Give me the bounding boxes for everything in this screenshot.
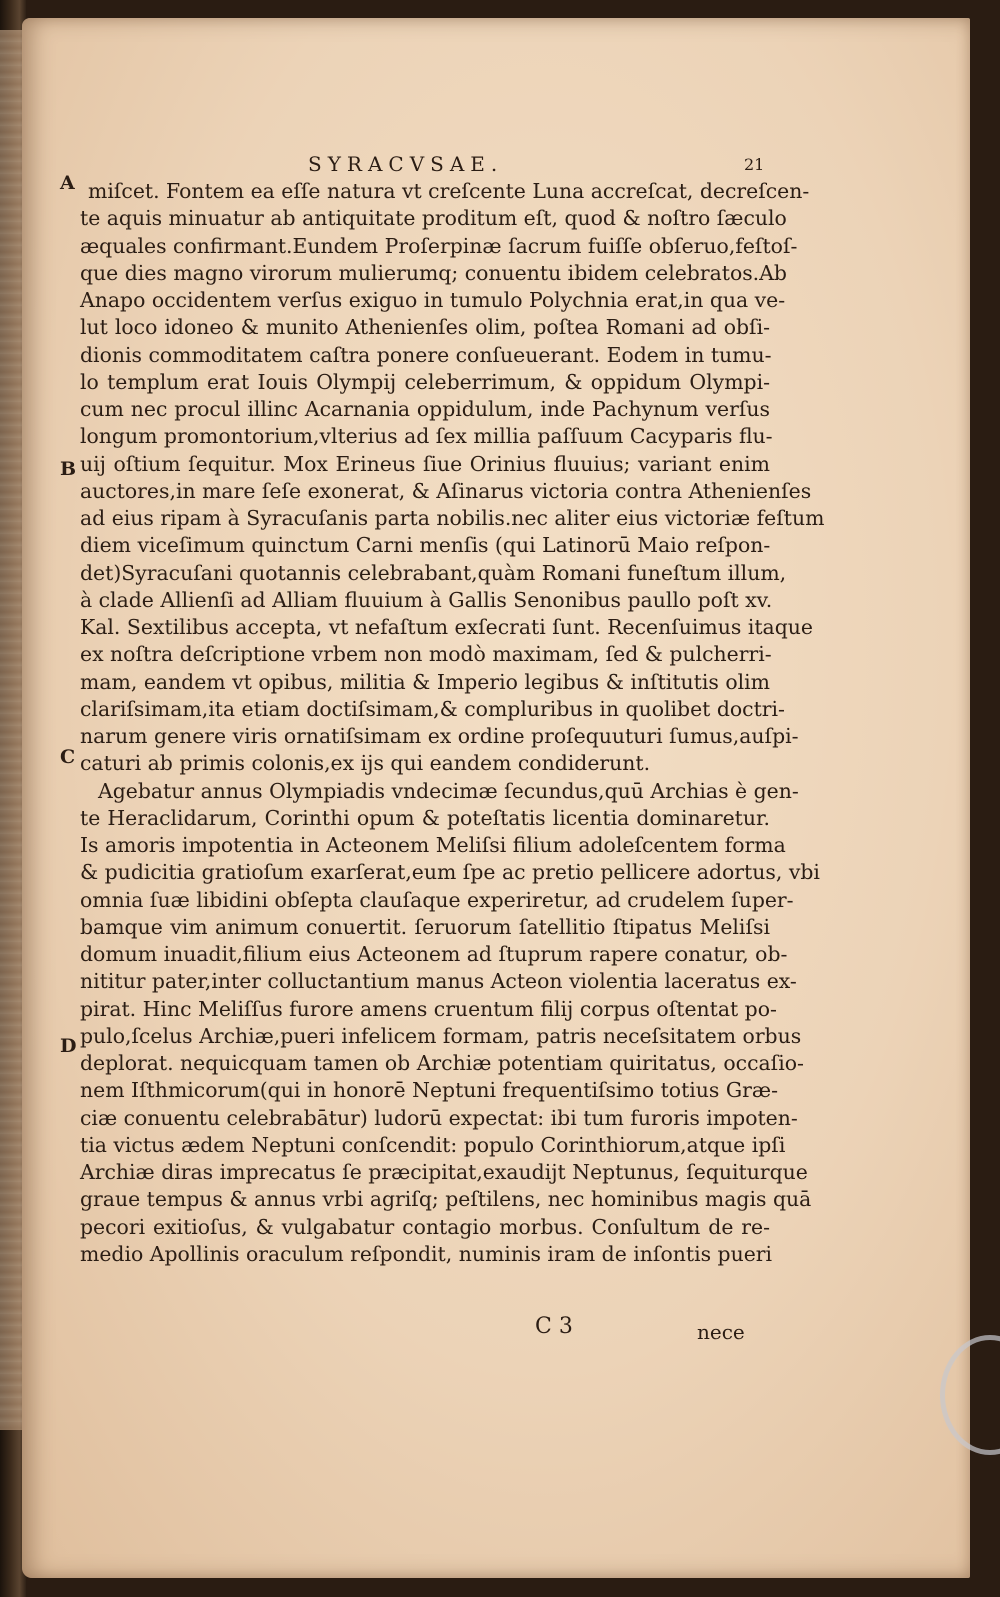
text-line: bamque vim animum conuertit. ſeruorum ſatellitio ſtipatus Meliſsi (80, 914, 770, 939)
text-line: narum genere viris ornatiſsimam ex ordine proſequuturi ſumus,auſpi- (80, 724, 799, 748)
text-line: Archiæ diras imprecatus ſe præcipitat,exaudijt Neptunus, ſequiturque (80, 1160, 808, 1184)
signature-mark: C 3 (535, 1314, 573, 1339)
text-line: graue tempus & annus vrbi agriſq; peſtilens, nec hominibus magis quā (80, 1187, 812, 1212)
text-line: miſcet. Fontem ea eſſe natura vt creſcente Luna accreſcat, decreſcen- (88, 179, 810, 203)
text-line: caturi ab primis colonis,ex ijs qui eandem condiderunt. (80, 751, 651, 776)
text-line: pirat. Hinc Meliſſus furore amens cruentum filij corpus oſtentat po- (80, 996, 777, 1021)
text-line: dionis commoditatem caſtra ponere conſueuerant. Eodem in tumu- (80, 342, 772, 367)
text-line: nem Iſthmicorum(qui in honorē Neptuni frequentiſsimo totius Græ- (80, 1078, 778, 1103)
text-line: domum inuadit,filium eius Acteonem ad ſtuprum rapere conatur, ob- (80, 942, 788, 966)
running-head: SYRACVSAE. (308, 152, 504, 176)
text-line: clariſsimam,ita etiam doctiſsimam,& compluribus in quolibet doctri- (80, 696, 785, 721)
margin-letter-b: B (60, 458, 77, 480)
text-line: mam, eandem vt opibus, militia & Imperio legibus & inſtitutis olim (80, 669, 770, 694)
text-line: te Heraclidarum, Corinthi opum & poteſtatis licentia dominaretur. (80, 805, 770, 830)
text-line: Kal. Sextilibus accepta, vt nefaſtum exſecrati ſunt. Recenſuimus itaque (80, 615, 813, 639)
text-line: pecori exitioſus, & vulgabatur contagio morbus. Conſultum de re- (80, 1214, 770, 1239)
margin-letter-c: C (60, 746, 76, 768)
text-line: ciæ conuentu celebrabātur) ludorū expectat: ibi tum furoris impoten- (80, 1105, 798, 1130)
text-line: æquales confirmant.Eundem Proſerpinæ ſacrum fuiſſe obſeruo,feſtoſ- (80, 233, 798, 258)
catchword: nece (697, 1320, 745, 1344)
text-line: deplorat. nequicquam tamen ob Archiæ potentiam quiritatus, occaſio- (80, 1051, 804, 1075)
text-line: Agebatur annus Olympiadis vndecimæ ſecundus,quū Archias è gen- (98, 778, 799, 803)
text-line: tia victus ædem Neptuni conſcendit: populo Corinthiorum,atque ipſi (80, 1132, 786, 1157)
text-line: te aquis minuatur ab antiquitate proditum eſt, quod & noſtro ſæculo (80, 206, 787, 231)
text-line: lut loco idoneo & munito Athenienſes olim, poſtea Romani ad obſi- (80, 315, 770, 340)
text-line: auctores,in mare ſeſe exonerat, & Aſinarus victoria contra Athenienſes (80, 478, 812, 503)
text-line: Is amoris impotentia in Acteonem Meliſsi filium adoleſcentem forma (80, 833, 786, 857)
text-line: omnia ſuæ libidini obſepta clauſaque experiretur, ad crudelem ſuper- (80, 887, 794, 912)
text-line: que dies magno virorum mulierumq; conuentu ibidem celebratos.Ab (80, 260, 787, 285)
text-line: det)Syracuſani quotannis celebrabant,quàm Romani funeſtum illum, (80, 560, 787, 585)
body-text (80, 178, 825, 1268)
text-line: ad eius ripam à Syracuſanis parta nobilis.nec aliter eius victoriæ feſtum (80, 506, 825, 530)
text-line: ex noſtra deſcriptione vrbem non modò maximam, ſed & pulcherri- (80, 642, 772, 667)
text-line: Anapo occidentem verſus exiguo in tumulo Polychnia erat,in qua ve- (80, 288, 786, 312)
text-line: & pudicitia gratioſum exarſerat,eum ſpe ac pretio pellicere adortus, vbi (80, 860, 820, 885)
text-line: cum nec procul illinc Acarnania oppidulum, inde Pachynum verſus (80, 397, 770, 421)
text-line: nititur pater,inter colluctantium manus Acteon violentia laceratus ex- (80, 969, 797, 994)
margin-letter-a: A (60, 172, 75, 194)
text-line: diem viceſimum quinctum Carni menſis (qui Latinorū Maio reſpon- (80, 533, 771, 558)
margin-letter-d: D (60, 1035, 77, 1057)
text-line: uij oſtium ſequitur. Mox Erineus ſiue Orinius fluuius; variant enim (80, 451, 770, 476)
text-line: longum promontorium,vlterius ad ſex millia paſſuum Cacyparis flu- (80, 424, 773, 449)
text-line: à clade Allienſi ad Alliam fluuium à Gallis Senonibus paullo poſt xv. (80, 587, 773, 612)
text-line: pulo,ſcelus Archiæ,pueri infelicem formam, patris neceſsitatem orbus (80, 1023, 802, 1048)
text-line: lo templum erat Iouis Olympij celeberrimum, & oppidum Olympi- (80, 369, 770, 394)
text-line: medio Apollinis oraculum reſpondit, numinis iram de inſontis pueri (80, 1241, 773, 1266)
page-number: 21 (744, 155, 765, 174)
